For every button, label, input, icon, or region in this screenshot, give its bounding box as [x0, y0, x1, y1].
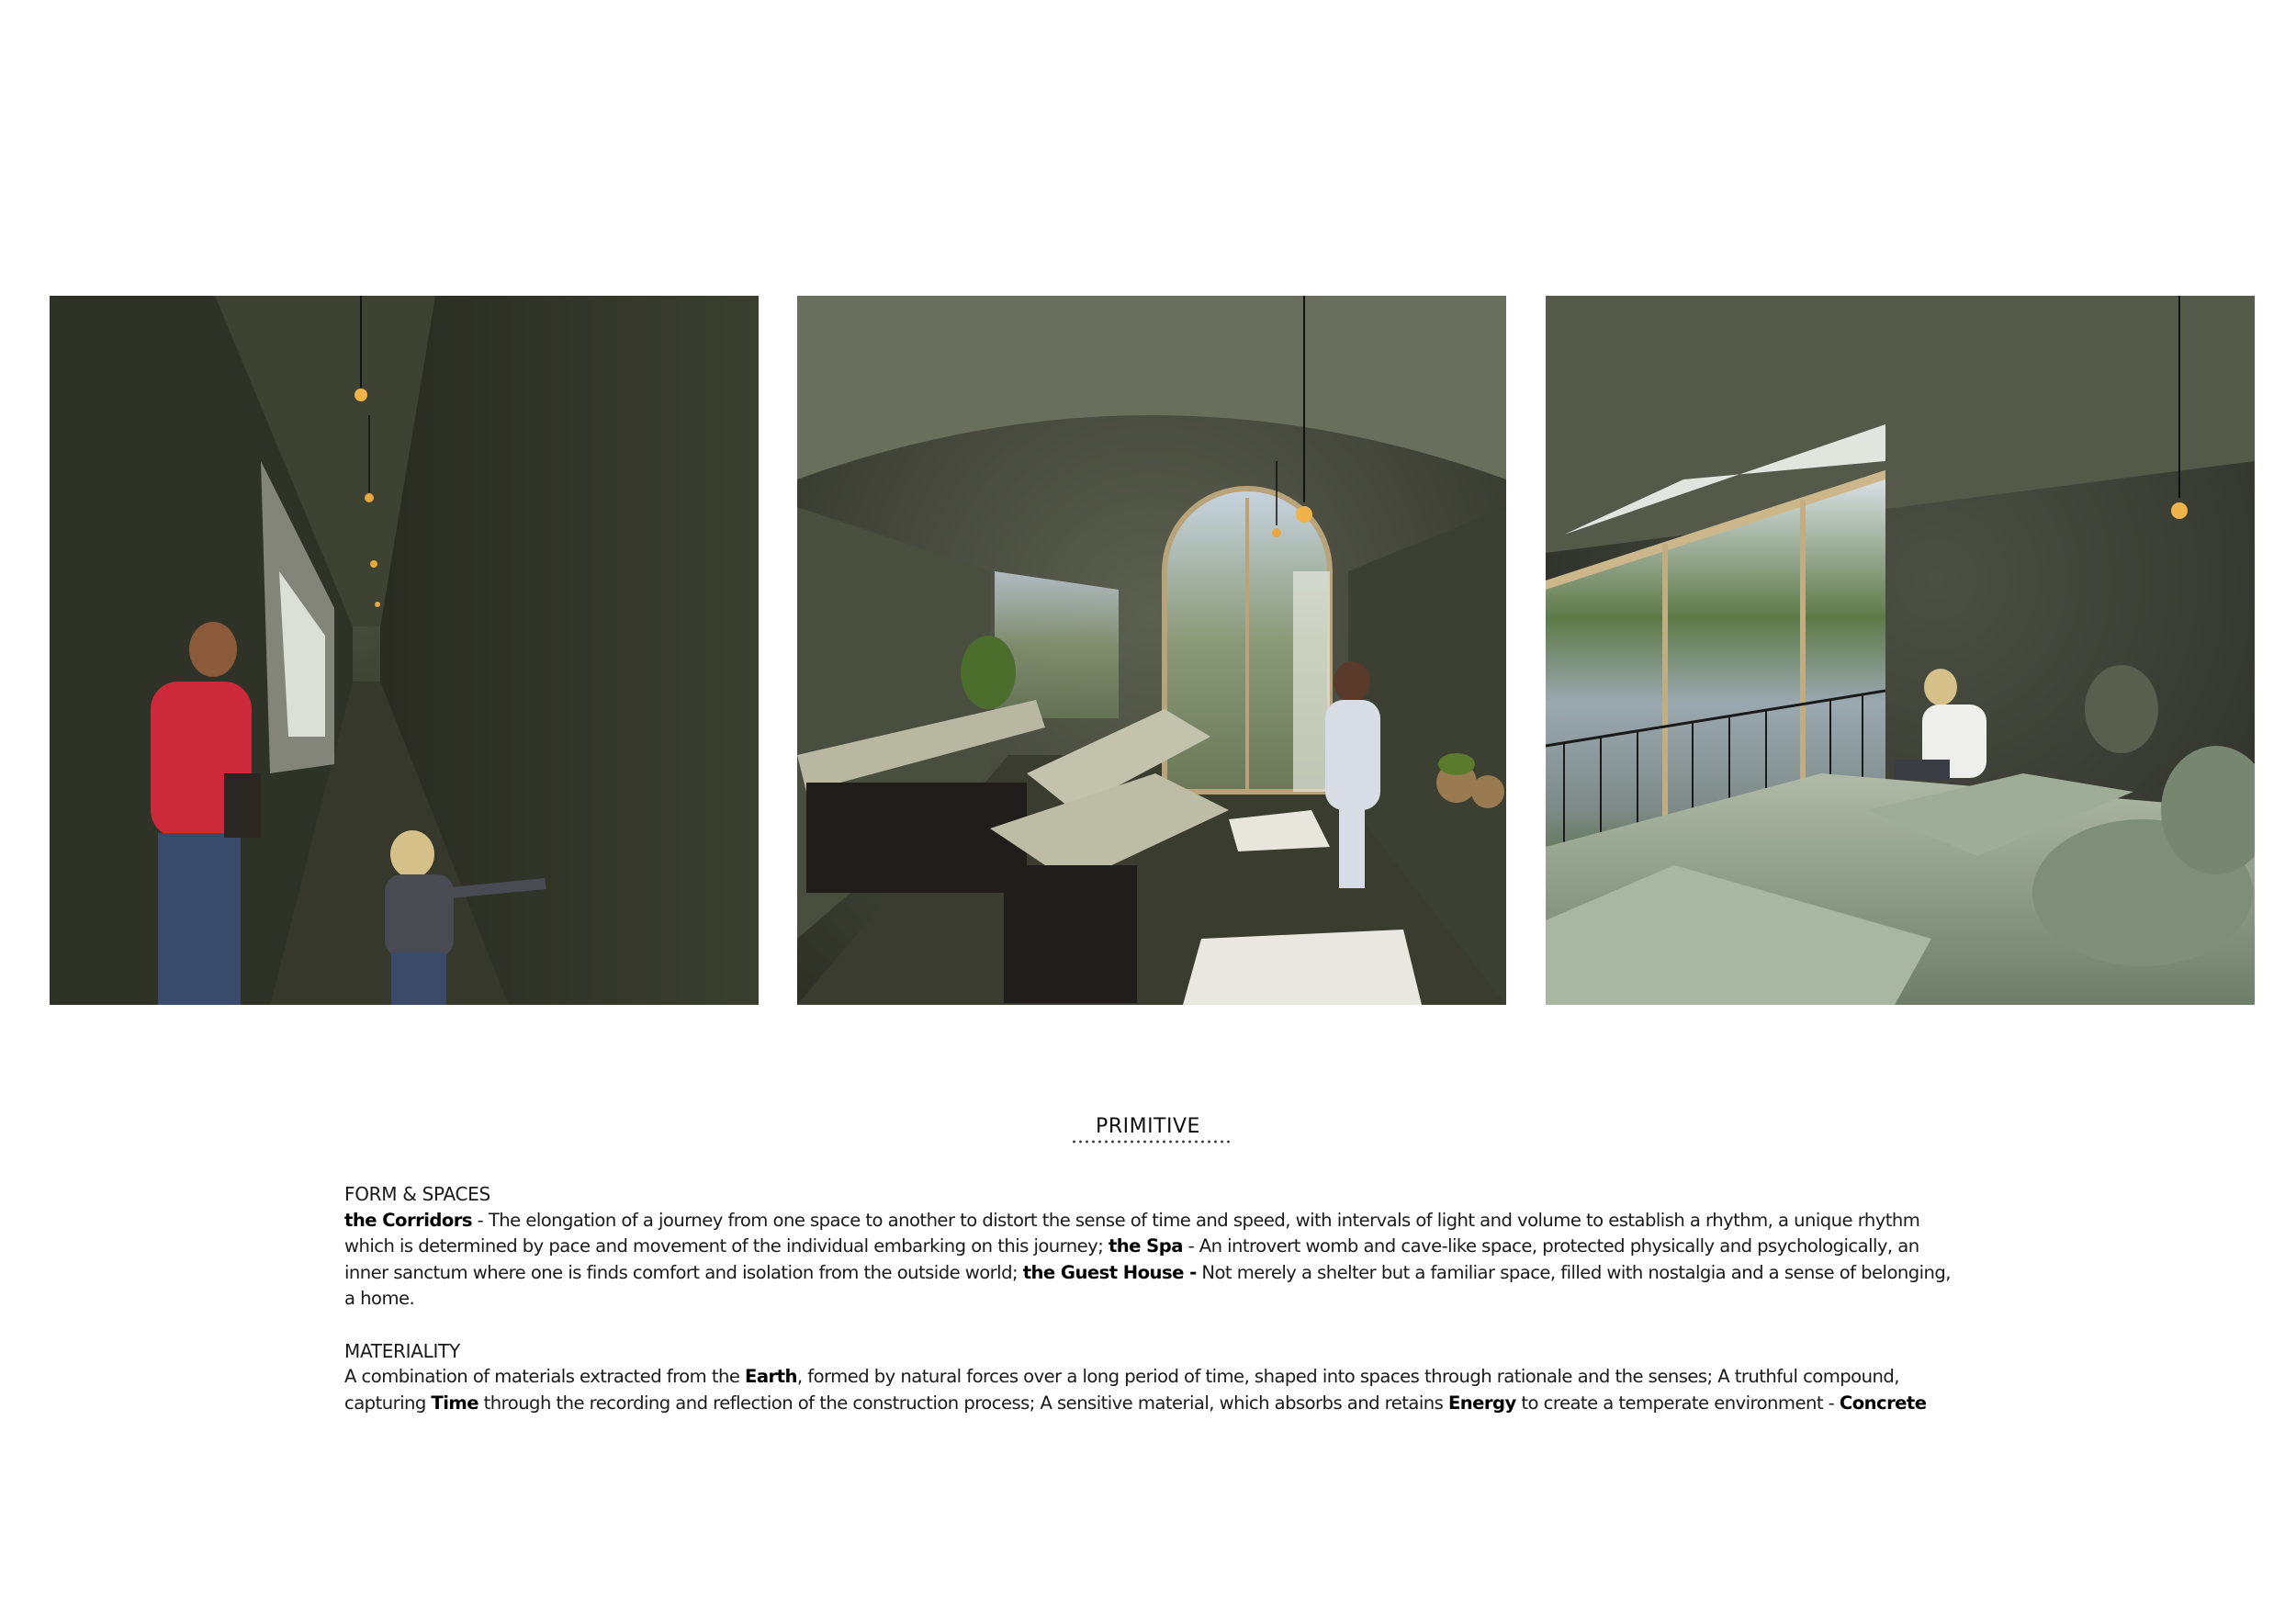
earth-term: Earth [745, 1366, 797, 1387]
energy-term: Energy [1447, 1392, 1516, 1414]
description-text-block [344, 1181, 1961, 1416]
spa-text: - An introvert womb and cave-like space, protected physically and psychologically, an inner sanctum where one is finds comfort and isolation from the outside world; [344, 1235, 1919, 1283]
time-term: Time [431, 1392, 478, 1414]
corridors-term: the Corridors [344, 1209, 472, 1231]
form-spaces-paragraph [344, 1208, 1961, 1313]
form-spaces-heading: FORM & SPACES [344, 1183, 490, 1205]
spa-term: the Spa [1108, 1235, 1183, 1257]
guest-house-text: Not merely a shelter but a familiar space, filled with nostalgia and a sense of belonging, a home. [344, 1261, 1951, 1309]
page-title: PRIMITIVE [1096, 1115, 1200, 1138]
spa-render-image [797, 296, 1506, 1005]
concrete-term: Concrete [1839, 1392, 1927, 1414]
materiality-paragraph [344, 1364, 1961, 1416]
materiality-text-3: through the recording and reflection of the construction process; A sensitive material, which absorbs and retains [478, 1392, 1448, 1414]
materiality-heading: MATERIALITY [344, 1339, 460, 1362]
guest-house-term: the Guest House - [1022, 1261, 1197, 1283]
guest-house-render-image [1546, 296, 2255, 1005]
materiality-text-4: to create a temperate environment - [1515, 1392, 1840, 1414]
materiality-text-2: , formed by natural forces over a long period of time, shaped into spaces through rationale and the senses; A truthful compound, capturing [344, 1366, 1899, 1414]
corridor-render-image [50, 296, 759, 1005]
materiality-text-1: A combination of materials extracted from the [344, 1366, 746, 1387]
title-dotted-underline [1071, 1139, 1232, 1144]
corridors-text: - The elongation of a journey from one space to another to distort the sense of time and speed, with intervals of light and volume to establish a rhythm, a unique rhythm which is determined by pace and movement of the individual embarking on this journey; [344, 1209, 1920, 1257]
